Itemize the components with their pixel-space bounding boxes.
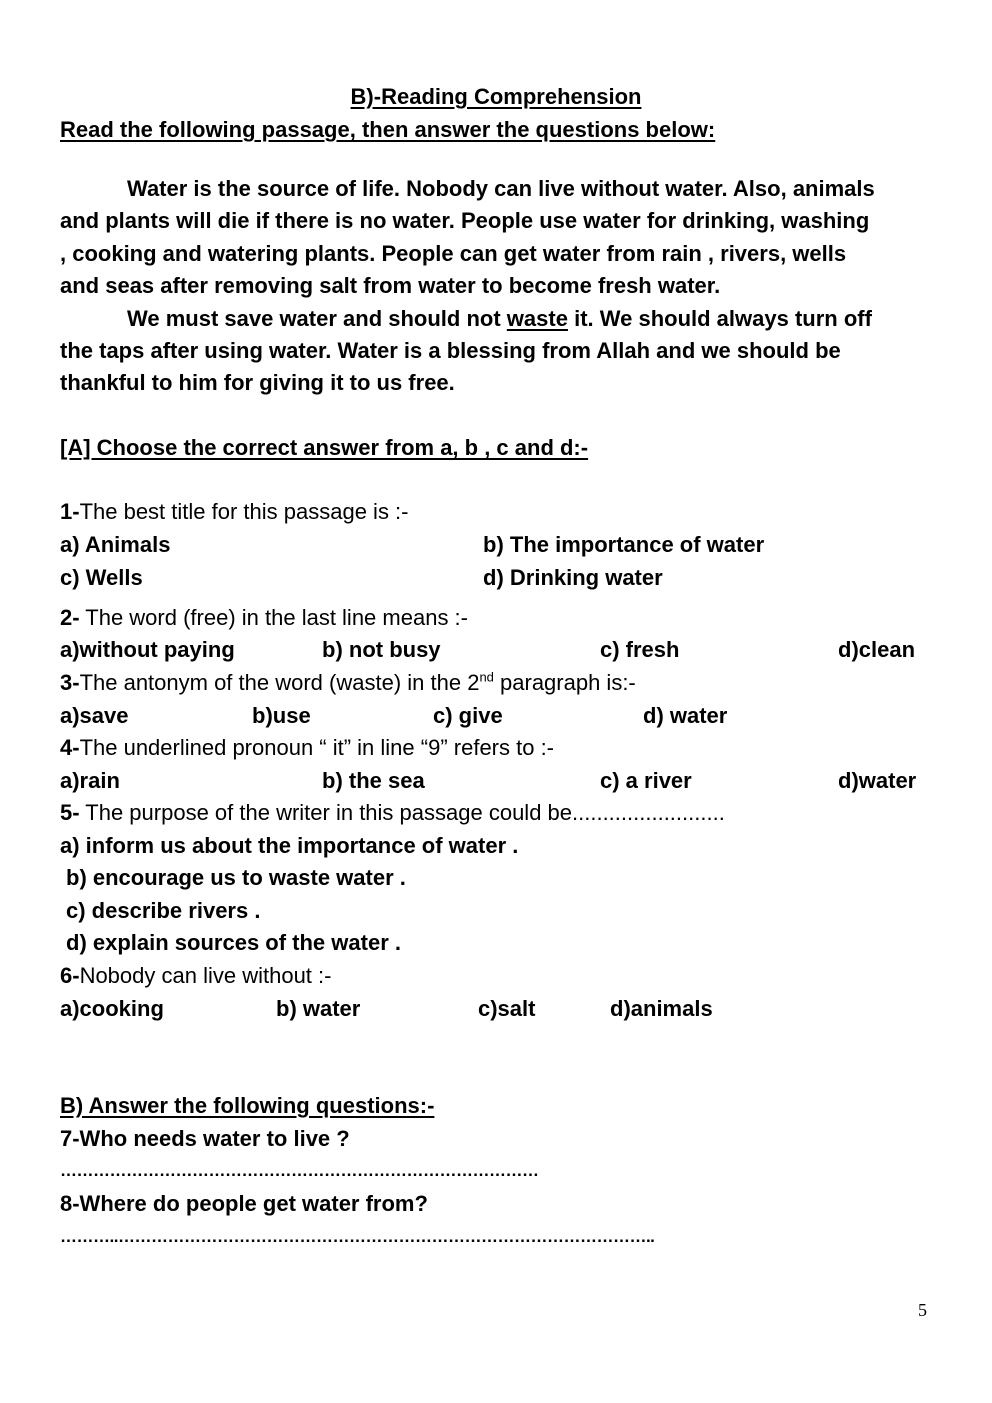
- passage-line-1: Water is the source of life. Nobody can live without water. Also, animals: [127, 176, 875, 201]
- question-4-text: The underlined pronoun “ it” in line “9” refers to :-: [79, 735, 555, 760]
- q6-option-d: d)animals: [610, 996, 713, 1021]
- q6-option-a: a)cooking: [60, 996, 164, 1021]
- question-1-number: 1-: [60, 499, 80, 524]
- question-3-text: The antonym of the word (waste) in the 2: [79, 670, 480, 695]
- q4-option-c: c) a river: [600, 768, 692, 793]
- passage-line-5: [127, 305, 872, 333]
- q4-option-a: a)rain: [60, 768, 120, 793]
- instruction: Read the following passage, then answer the questions below:: [60, 117, 716, 142]
- q1-option-c: c) Wells: [60, 565, 143, 590]
- q5-option-c: c) describe rivers .: [66, 898, 261, 923]
- q1-option-b: b) The importance of water: [483, 532, 765, 557]
- passage-line-5-start: We must save water and should not: [127, 306, 501, 331]
- passage-line-4: and seas after removing salt from water to become fresh water.: [60, 273, 721, 298]
- question-5-text: The purpose of the writer in this passage could be.........................: [79, 800, 725, 825]
- question-3-number: 3-: [60, 670, 80, 695]
- part-b-heading: B) Answer the following questions:-: [60, 1093, 435, 1118]
- q5-option-d: d) explain sources of the water .: [66, 930, 401, 955]
- q6-option-b: b) water: [276, 996, 361, 1021]
- question-4: [60, 734, 554, 762]
- q2-option-c: c) fresh: [600, 637, 680, 662]
- q4-option-b: b) the sea: [322, 768, 425, 793]
- question-6-number: 6-: [60, 963, 80, 988]
- answer-line-8[interactable]: ………..……………………………………………………………………………………..: [60, 1227, 655, 1246]
- q1-option-d: d) Drinking water: [483, 565, 663, 590]
- question-8: 8-Where do people get water from?: [60, 1191, 428, 1216]
- q3-option-c: c) give: [433, 703, 503, 728]
- question-2-number: 2-: [60, 605, 80, 630]
- question-3-text-end: paragraph is:-: [493, 670, 636, 695]
- page-number: 5: [918, 1300, 927, 1320]
- ordinal-suffix: nd: [479, 669, 494, 685]
- part-a-heading: [A] Choose the correct answer from a, b , c and d:-: [60, 435, 589, 460]
- question-4-number: 4-: [60, 735, 80, 760]
- passage-line-7: thankful to him for giving it to us free.: [60, 370, 455, 395]
- q3-option-d: d) water: [643, 703, 728, 728]
- question-6-text: Nobody can live without :-: [79, 963, 332, 988]
- question-3: [60, 669, 636, 697]
- question-6: [60, 962, 331, 990]
- underlined-word-waste: waste: [506, 306, 568, 331]
- q5-option-b: b) encourage us to waste water .: [66, 865, 406, 890]
- answer-line-7[interactable]: ……………………………………………………………………………: [60, 1161, 539, 1180]
- question-1: [60, 498, 409, 526]
- q3-option-a: a)save: [60, 703, 129, 728]
- question-2: [60, 604, 468, 632]
- passage-line-6: the taps after using water. Water is a blessing from Allah and we should be: [60, 338, 841, 363]
- question-1-text: The best title for this passage is :-: [79, 499, 409, 524]
- passage-line-3: , cooking and watering plants. People can get water from rain , rivers, wells: [60, 241, 847, 266]
- q3-option-b: b)use: [252, 703, 311, 728]
- q2-option-a: a)without paying: [60, 637, 235, 662]
- q4-option-d: d)water: [838, 768, 917, 793]
- question-7: 7-Who needs water to live ?: [60, 1126, 350, 1151]
- q2-option-d: d)clean: [838, 637, 916, 662]
- passage-line-2: and plants will die if there is no water. People use water for drinking, washing: [60, 208, 870, 233]
- q1-option-a: a) Animals: [60, 532, 171, 557]
- q6-option-c: c)salt: [478, 996, 536, 1021]
- q5-option-a: a) inform us about the importance of water .: [60, 833, 519, 858]
- question-2-text: The word (free) in the last line means :-: [79, 605, 468, 630]
- q2-option-b: b) not busy: [322, 637, 441, 662]
- passage-line-5-end: it. We should always turn off: [574, 306, 872, 331]
- section-title: B)-Reading Comprehension: [350, 84, 642, 109]
- question-5: [60, 799, 725, 827]
- question-5-number: 5-: [60, 800, 80, 825]
